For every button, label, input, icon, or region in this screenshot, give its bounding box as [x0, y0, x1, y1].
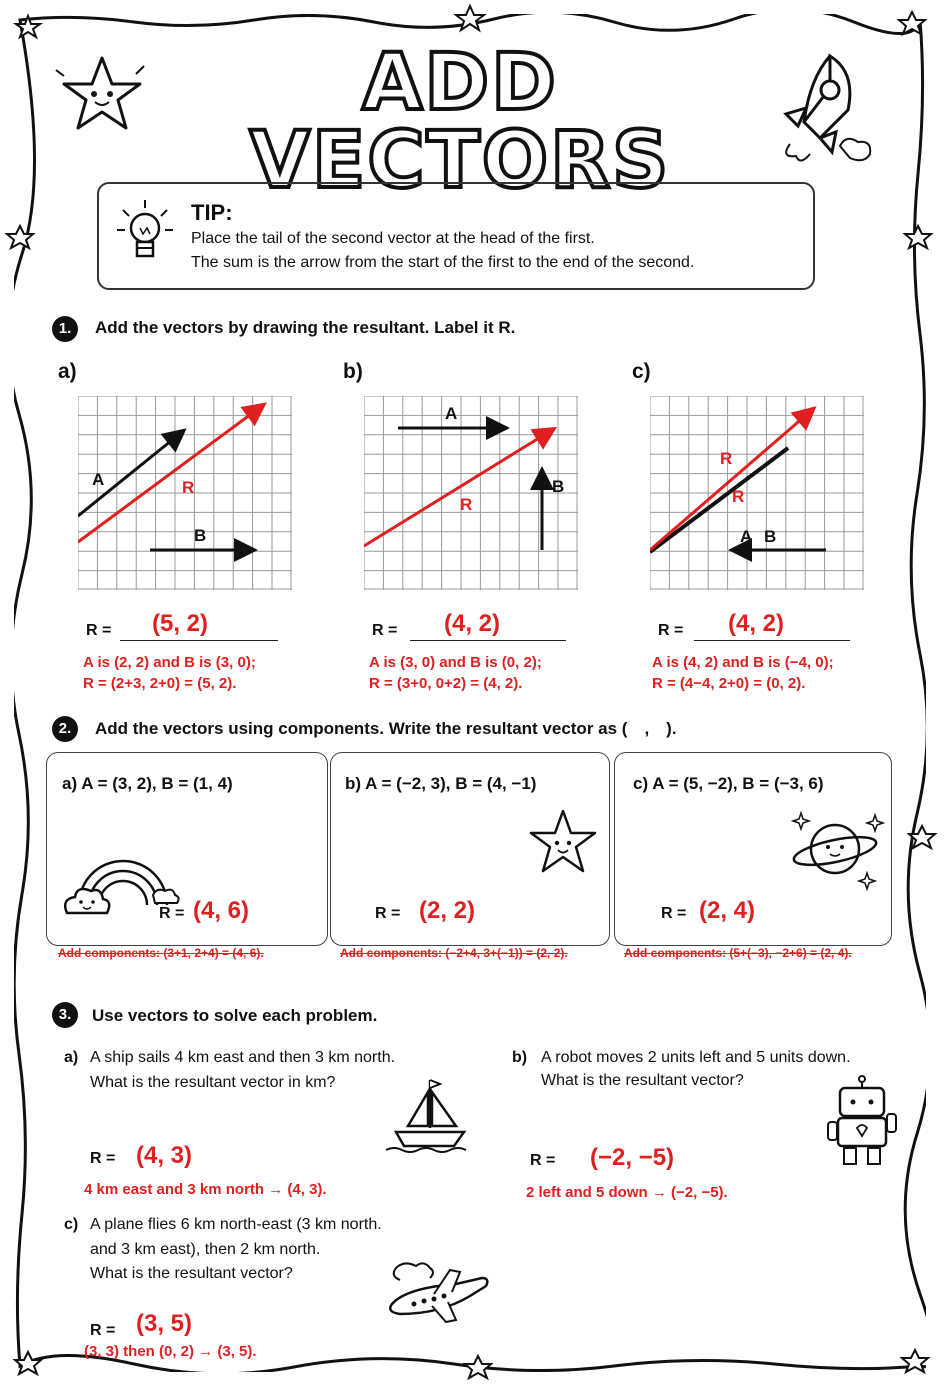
q2c-label: c): [633, 774, 649, 793]
q1-part-a-label: a): [58, 360, 77, 383]
question-3-instruction: Use vectors to solve each problem.: [92, 1006, 378, 1025]
star-icon: [456, 6, 484, 30]
q2a-vectors: A = (3, 2), B = (1, 4): [81, 774, 233, 793]
q3b-line-2: What is the resultant vector?: [541, 1072, 744, 1089]
q2b-label: b): [345, 774, 362, 793]
question-number-1: 1.: [52, 316, 78, 342]
star-icon: [15, 1352, 41, 1374]
tip-line-1: Place the tail of the second vector at the head of the first.: [191, 230, 595, 247]
lightbulb-icon: [117, 198, 173, 270]
q2-box-c: [614, 752, 892, 946]
tip-heading: TIP:: [191, 200, 233, 225]
q1-part-b-label: b): [343, 360, 363, 383]
q3b-explain: 2 left and 5 down → (−2, −5).: [526, 1184, 728, 1201]
q1a-r-label: R =: [86, 622, 112, 639]
star-icon: [905, 226, 931, 248]
q3b-answer: (−2, −5): [590, 1144, 675, 1171]
sailboat-icon: [384, 1074, 476, 1154]
grid-c: [650, 396, 864, 590]
rocket-icon: [760, 48, 880, 168]
q2c-answer: (2, 4): [699, 897, 756, 924]
resultant-vector: [650, 410, 812, 550]
question-2-instruction: Add the vectors using components. Write the resultant vector as ( , ).: [95, 719, 677, 738]
star-icon: [902, 1350, 928, 1372]
airplane-icon: [386, 1252, 496, 1328]
q3b-r-label: R =: [530, 1152, 556, 1169]
tip-line-2: The sum is the arrow from the start of the first to the end of the second.: [191, 254, 695, 271]
label-r: R: [720, 449, 733, 468]
q3a-line-2: What is the resultant vector in km?: [90, 1074, 336, 1091]
q1c-answer: (4, 2): [728, 610, 785, 637]
answer-line: [410, 640, 566, 641]
tip-box: [97, 182, 815, 290]
q1c-r-label: R =: [658, 622, 684, 639]
star-icon: [899, 12, 925, 34]
q2a-components: Add components: (3+1, 2+4) = (4, 6).: [58, 946, 264, 960]
answer-line: [120, 640, 278, 641]
star-face-icon: [527, 807, 599, 879]
q1b-r-label: R =: [372, 622, 398, 639]
q3c-explain: (3, 3) then (0, 2) → (3, 5).: [84, 1343, 257, 1360]
q3c-line-1: A plane flies 6 km north-east (3 km north.: [90, 1216, 382, 1233]
answer-line: [694, 640, 850, 641]
label-b: B: [552, 477, 565, 496]
label-b: B: [764, 527, 777, 546]
star-icon: [909, 826, 935, 848]
q2-box-b: [330, 752, 610, 946]
q3c-line-2: and 3 km east), then 2 km north.: [90, 1241, 321, 1258]
q2b-components: Add components: (−2+4, 3+(−1)) = (2, 2).: [340, 946, 568, 960]
planet-icon: [789, 805, 885, 895]
label-r: R: [732, 487, 745, 506]
q2c-r-label: R =: [661, 905, 687, 922]
q2c-components: Add components: (5+(−3), −2+6) = (2, 4).: [624, 946, 852, 960]
q1a-answer: (5, 2): [152, 610, 209, 637]
q2a-label: a): [62, 774, 78, 793]
q1b-explain-2: R = (3+0, 0+2) = (4, 2).: [369, 675, 523, 692]
q3c-answer: (3, 5): [136, 1310, 193, 1337]
q1a-explain-1: A is (2, 2) and B is (3, 0);: [83, 654, 256, 671]
q1b-answer: (4, 2): [444, 610, 501, 637]
label-b: B: [194, 526, 207, 545]
label-r: R: [182, 478, 195, 497]
q1c-explain-2: R = (4−4, 2+0) = (0, 2).: [652, 675, 806, 692]
star-icon: [7, 226, 33, 248]
q1-part-c-label: c): [632, 360, 651, 383]
label-a: A: [92, 470, 105, 489]
resultant-vector: [364, 430, 552, 546]
label-r: R: [460, 495, 473, 514]
q2a-answer: (4, 6): [193, 897, 250, 924]
q3a-label: a): [64, 1049, 79, 1066]
q3c-line-3: What is the resultant vector?: [90, 1265, 293, 1282]
grid-a: [78, 396, 292, 590]
question-1-instruction: Add the vectors by drawing the resultant. Label it R.: [95, 318, 516, 337]
q3c-label: c): [64, 1216, 79, 1233]
grid-b: [364, 396, 578, 590]
q2a-r-label: R =: [159, 905, 185, 922]
q3a-r-label: R =: [90, 1150, 116, 1167]
q3b-label: b): [512, 1049, 528, 1066]
q2b-r-label: R =: [375, 905, 401, 922]
question-number-2: 2.: [52, 716, 78, 742]
question-number-3: 3.: [52, 1002, 78, 1028]
q2c-vectors: A = (5, −2), B = (−3, 6): [652, 774, 824, 793]
robot-icon: [826, 1074, 902, 1170]
q2b-vectors: A = (−2, 3), B = (4, −1): [365, 774, 537, 793]
q1a-explain-2: R = (2+3, 2+0) = (5, 2).: [83, 675, 237, 692]
q2b-answer: (2, 2): [419, 897, 476, 924]
q3c-r-label: R =: [90, 1322, 116, 1339]
star-icon: [465, 1356, 491, 1378]
q3a-explain: 4 km east and 3 km north → (4, 3).: [84, 1181, 327, 1198]
q1b-explain-1: A is (3, 0) and B is (0, 2);: [369, 654, 542, 671]
q3a-answer: (4, 3): [136, 1142, 193, 1169]
q3a-line-1: A ship sails 4 km east and then 3 km north.: [90, 1049, 396, 1066]
label-a: A: [445, 404, 458, 423]
label-a: A: [740, 527, 753, 546]
star-icon: [52, 50, 152, 140]
q1c-explain-1: A is (4, 2) and B is (−4, 0);: [652, 654, 834, 671]
star-icon: [16, 16, 40, 37]
q2-box-a: [46, 752, 328, 946]
q3b-line-1: A robot moves 2 units left and 5 units down.: [541, 1049, 851, 1066]
page-title: ADD VECTORS: [249, 38, 671, 206]
